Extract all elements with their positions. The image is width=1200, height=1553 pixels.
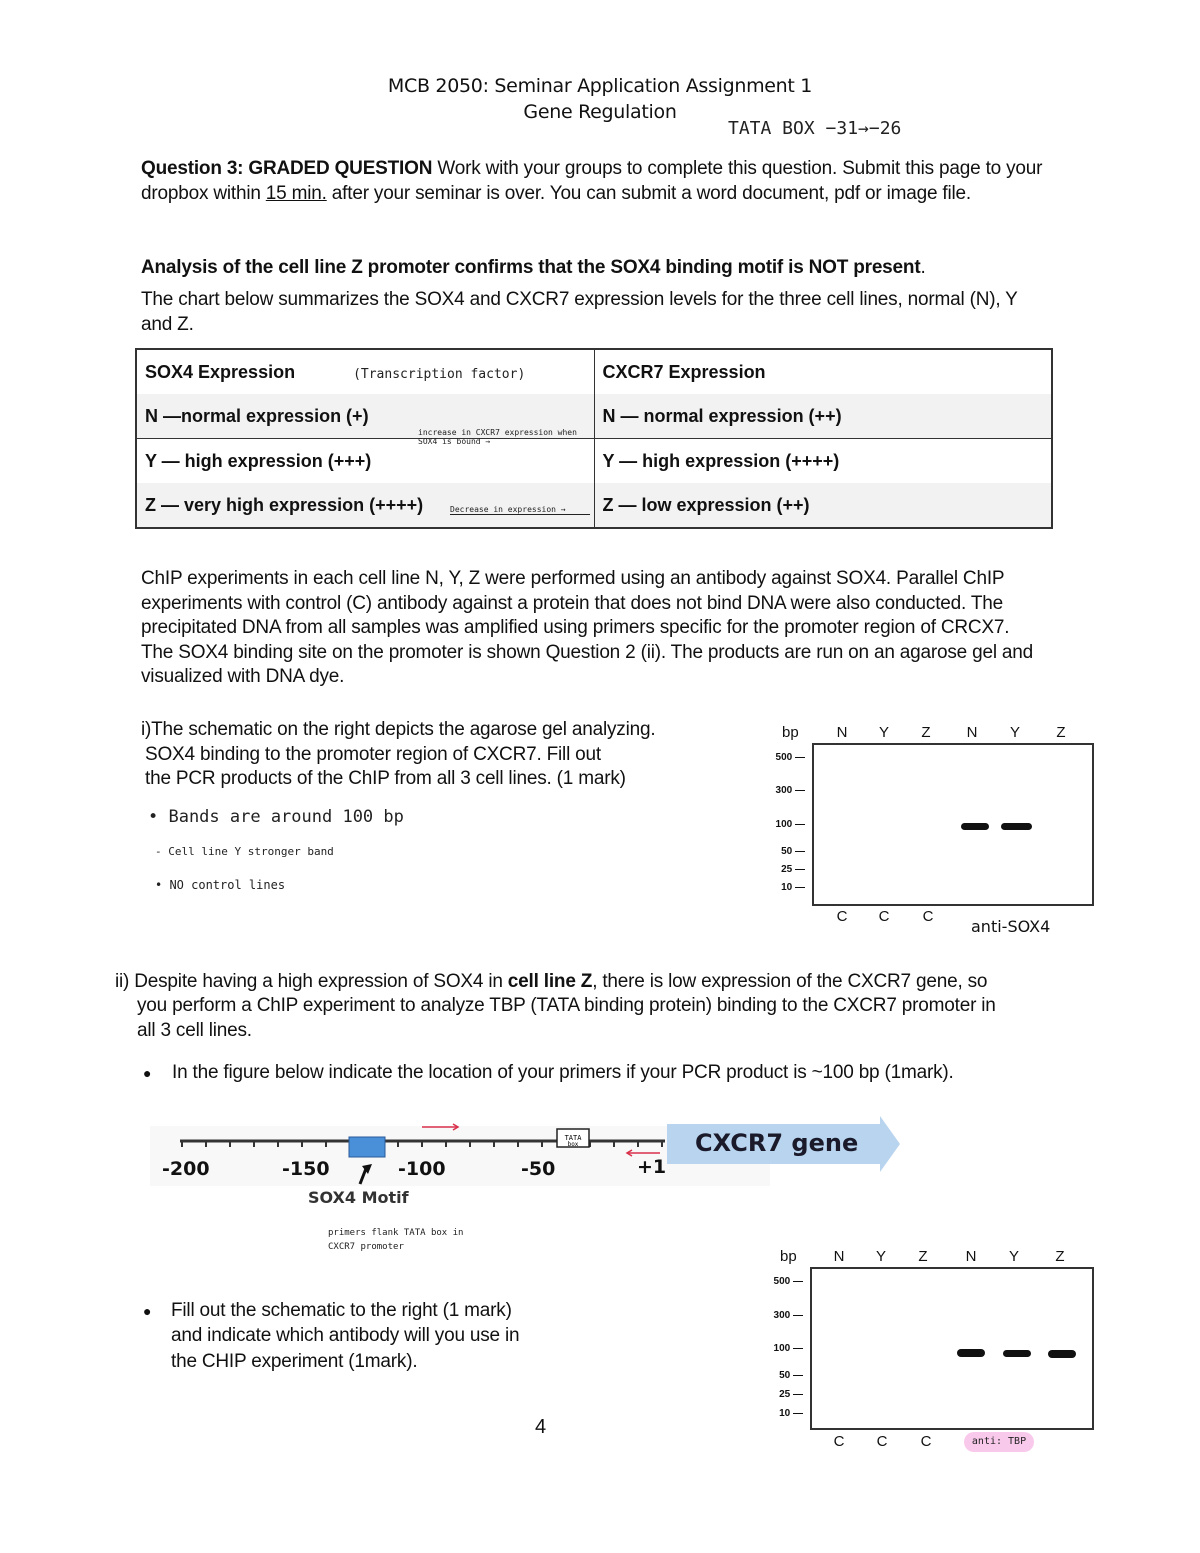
band-z <box>1048 1350 1076 1358</box>
part-ii-line3: all 3 cell lines. <box>137 1020 252 1041</box>
band-n <box>961 823 989 830</box>
lane-label: N <box>833 1248 845 1265</box>
document-subtitle: Gene Regulation <box>523 101 677 123</box>
marker-10: 10 — <box>781 882 805 893</box>
cxcr7-header: CXCR7 Expression <box>594 349 1052 394</box>
cxcr7-row-z: Z — low expression (++) <box>594 483 1052 528</box>
marker-50: 50 — <box>781 846 805 857</box>
marker-500: 500 — <box>775 752 805 763</box>
handwritten-answer-1: • Bands are around 100 bp <box>148 807 404 827</box>
marker-300: 300 — <box>775 785 805 796</box>
analysis-end: . <box>920 257 926 278</box>
control-label: C <box>922 908 934 925</box>
part-ii-line1 <box>115 970 1155 995</box>
lane-label: N <box>965 1248 977 1265</box>
handwritten-decrease-note: Decrease in expression → <box>450 505 590 515</box>
axis-label: -150 <box>282 1158 330 1180</box>
control-label: C <box>833 1433 845 1450</box>
band-n <box>957 1349 985 1357</box>
marker-500: 500 — <box>773 1276 803 1287</box>
axis-label: -100 <box>398 1158 446 1180</box>
axis-label: -200 <box>162 1158 210 1180</box>
question-label: Question 3: GRADED QUESTION <box>141 158 433 179</box>
lane-label: Y <box>878 724 889 741</box>
lane-label: N <box>966 724 978 741</box>
part-i-line2: SOX4 binding to the promoter region of CXCR7. Fill out <box>145 744 601 765</box>
bp-label: bp <box>782 724 799 741</box>
marker-25: 25 — <box>781 864 805 875</box>
axis-label: -50 <box>521 1158 556 1180</box>
sox4-row-y: Y — high expression (+++) <box>136 439 594 484</box>
lane-label: N <box>836 724 848 741</box>
lane-label: Z <box>921 724 931 741</box>
part-i-line1: i)The schematic on the right depicts the agarose gel analyzing. <box>141 719 656 740</box>
part-i-line3: the PCR products of the ChIP from all 3 cell lines. (1 mark) <box>145 768 626 789</box>
bullet2-line1: Fill out the schematic to the right (1 mark) <box>171 1300 512 1321</box>
analysis-bold: Analysis of the cell line Z promoter confirms that the SOX4 binding motif is NOT present <box>141 257 921 278</box>
gene-label: CXCR7 gene <box>695 1129 859 1157</box>
sox4-row-n: N —normal expression (+) <box>136 394 594 439</box>
expression-table <box>135 348 1053 529</box>
chart-intro: The chart below summarizes the SOX4 and CXCR7 expression levels for the three cell lines, normal (N), Y and Z. <box>141 289 1018 335</box>
lane-label: Y <box>1008 1248 1019 1265</box>
axis-label: +1 <box>637 1156 667 1178</box>
analysis-statement <box>141 256 1071 281</box>
antibody-label: anti-SOX4 <box>971 917 1051 936</box>
chip-paragraph: ChIP experiments in each cell line N, Y, Z were performed using an antibody against SOX4. Parallel ChIP experiments with control (C) antibody against a protein that does not bind DNA were also conducted. The precipitated DNA from all samples was amplified using primers specific for the promoter region of CRCX7. The SOX4 binding site on the promoter is shown Question 2 (ii). The products are run on an agarose gel and visualized with DNA dye. <box>141 568 1034 687</box>
bullet-primers: In the figure below indicate the location of your primers if your PCR product is ~100 bp (1mark). <box>172 1062 954 1083</box>
bullet-dot: ● <box>143 1065 152 1081</box>
page-number: 4 <box>535 1416 547 1438</box>
instructions-text: Work with your groups to complete this question. Submit this page to your dropbox within <box>141 158 1043 204</box>
sox4-row-z: Z — very high expression (++++) <box>136 483 594 528</box>
cxcr7-row-y: Y — high expression (++++) <box>594 439 1052 484</box>
deadline: 15 min. <box>265 182 327 204</box>
svg-text:box: box <box>567 1141 579 1148</box>
handwritten-increase-note: increase in CXCR7 expression when SOX4 is bound → <box>418 428 577 446</box>
cxcr7-row-n: N — normal expression (++) <box>594 394 1052 439</box>
marker-100: 100 — <box>773 1343 803 1354</box>
bullet2-line2: and indicate which antibody will you use in <box>171 1325 520 1346</box>
part-ii-line2: you perform a ChIP experiment to analyze TBP (TATA binding protein) binding to the CXCR7 promoter in <box>137 995 996 1016</box>
part-ii-prefix: ii) Despite having a high expression of SOX4 in <box>115 971 508 992</box>
lane-label: Z <box>918 1248 928 1265</box>
gel-box <box>812 743 1094 906</box>
control-label: C <box>920 1433 932 1450</box>
handwritten-primer-note: primers flank TATA box in CXCR7 promoter <box>328 1228 464 1252</box>
bullet2-line3: the CHIP experiment (1mark). <box>171 1351 418 1372</box>
control-label: C <box>876 1433 888 1450</box>
gel-box <box>810 1267 1094 1430</box>
lane-label: Y <box>1009 724 1020 741</box>
marker-50: 50 — <box>779 1370 803 1381</box>
handwritten-answer-3: • NO control lines <box>155 878 286 892</box>
svg-text:TATA: TATA <box>564 1134 582 1142</box>
handwritten-answer-2: - Cell line Y stronger band <box>155 845 334 858</box>
handwritten-tata-note: TATA BOX −31→−26 <box>728 118 902 139</box>
band-y <box>1003 1350 1031 1357</box>
band-y <box>1001 823 1032 830</box>
control-label: C <box>836 908 848 925</box>
bp-label: bp <box>780 1248 797 1265</box>
bullet-dot: ● <box>143 1303 152 1319</box>
part-ii-bold: cell line Z <box>507 971 593 992</box>
sox4-header-label: SOX4 Expression <box>145 361 296 382</box>
control-label: C <box>878 908 890 925</box>
sox4-motif-box <box>349 1137 385 1157</box>
instructions-text-2: after your seminar is over. You can submit a word document, pdf or image file. <box>326 182 971 204</box>
transcription-factor-note: (Transcription factor) <box>353 366 526 382</box>
marker-300: 300 — <box>773 1310 803 1321</box>
lane-label: Y <box>875 1248 886 1265</box>
question-intro <box>141 157 1071 206</box>
motif-label: SOX4 Motif <box>308 1188 409 1207</box>
part-ii-rest: , there is low expression of the CXCR7 gene, so <box>592 971 988 992</box>
document-title: MCB 2050: Seminar Application Assignment 1 <box>387 75 813 97</box>
marker-10: 10 — <box>779 1408 803 1419</box>
marker-100: 100 — <box>775 819 805 830</box>
lane-label: Z <box>1055 1248 1065 1265</box>
marker-25: 25 — <box>779 1389 803 1400</box>
lane-label: Z <box>1056 724 1066 741</box>
sox4-header <box>136 349 594 394</box>
antibody-label: anti: TBP <box>964 1432 1034 1452</box>
